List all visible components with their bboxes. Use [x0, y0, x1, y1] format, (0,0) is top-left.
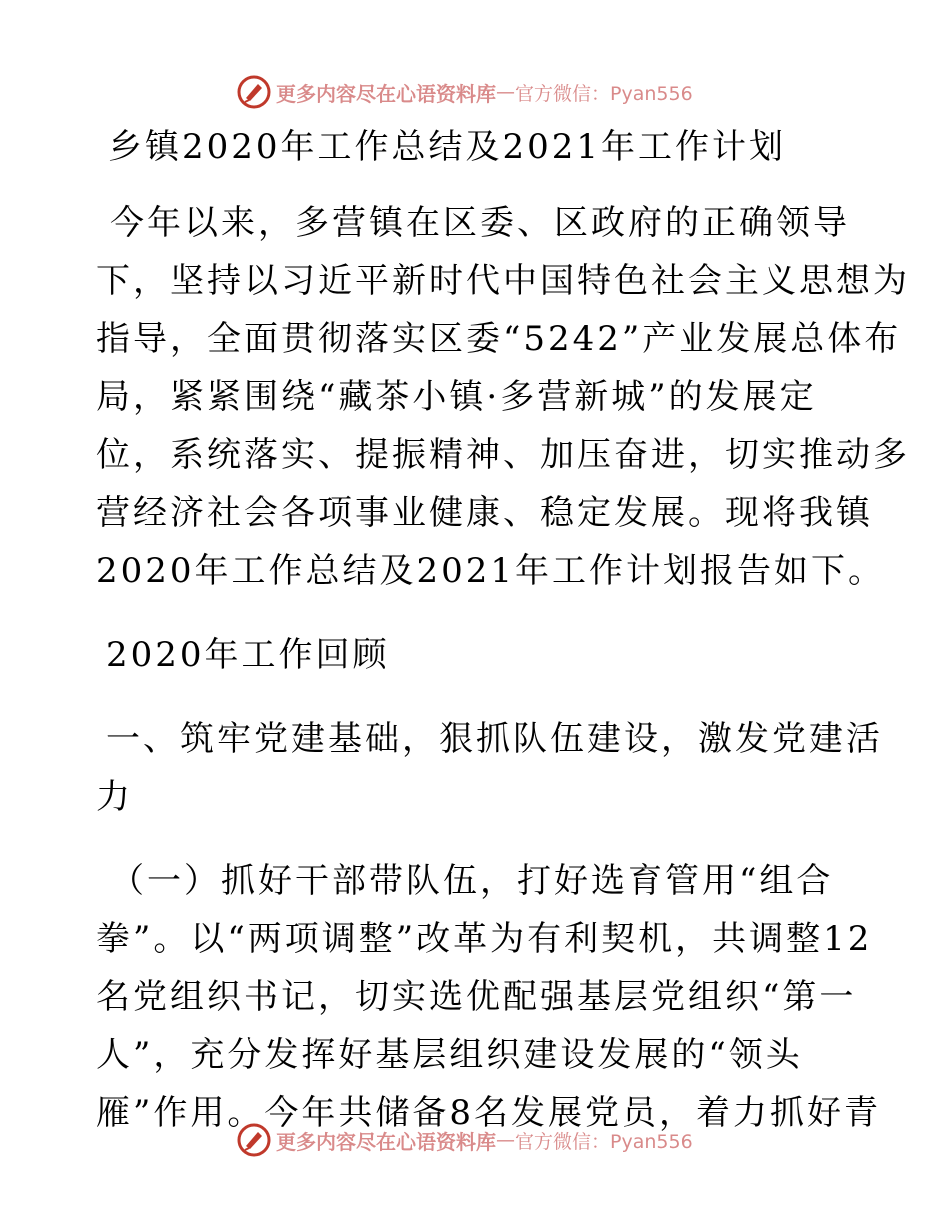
intro-line: 下，坚持以习近平新时代中国特色社会主义思想为 — [96, 261, 910, 301]
subsection-line: （一）抓好干部带队伍，打好选育管用“组合 — [110, 861, 834, 901]
banner-dash: — — [496, 1129, 515, 1151]
intro-line: 位，系统落实、提振精神、加压奋进，切实推动多 — [96, 435, 910, 475]
banner-text: 更多内容尽在心语资料库 — [276, 81, 496, 106]
footer-watermark-banner — [236, 1120, 693, 1160]
section-one-heading — [96, 710, 883, 826]
document-body — [96, 118, 910, 1142]
intro-line: 营经济社会各项事业健康、稳定发展。现将我镇 — [96, 493, 873, 533]
banner-official-account: 官方微信：Pyan556 — [515, 1130, 693, 1153]
banner-text: 更多内容尽在心语资料库 — [276, 1129, 496, 1154]
intro-line: 局，紧紧围绕“藏茶小镇·多营新城”的发展定 — [96, 377, 817, 417]
intro-line: 2020年工作总结及2021年工作计划报告如下。 — [96, 551, 886, 591]
subsection-line: 拳”。以“两项调整”改革为有利契机，共调整12 — [96, 919, 873, 959]
subsection-line: 名党组织书记，切实选优配强基层党组织“第一 — [96, 977, 857, 1017]
intro-paragraph — [96, 194, 910, 600]
intro-line: 今年以来，多营镇在区委、区政府的正确领导 — [110, 203, 850, 243]
intro-line: 指导，全面贯彻落实区委“5242”产业发展总体布 — [96, 319, 902, 359]
banner-official-account: 官方微信：Pyan556 — [515, 82, 693, 105]
pen-logo-icon — [236, 1122, 272, 1158]
review-heading: 2020年工作回顾 — [106, 635, 390, 675]
banner-dash: — — [496, 81, 515, 103]
subsection-line: 人”，充分发挥好基层组织建设发展的“领头 — [96, 1035, 803, 1075]
subsection-one-paragraph — [96, 852, 882, 1142]
subsection-line: 雁”作用。今年共储备8名发展党员，着力抓好青 — [96, 1093, 882, 1133]
section-one-line: 一、筑牢党建基础，狠抓队伍建设，激发党建活 — [106, 719, 883, 759]
document-title: 乡镇2020年工作总结及2021年工作计划 — [108, 127, 787, 167]
header-watermark-banner — [236, 72, 693, 112]
pen-logo-icon — [236, 74, 272, 110]
section-one-line: 力 — [96, 777, 133, 817]
